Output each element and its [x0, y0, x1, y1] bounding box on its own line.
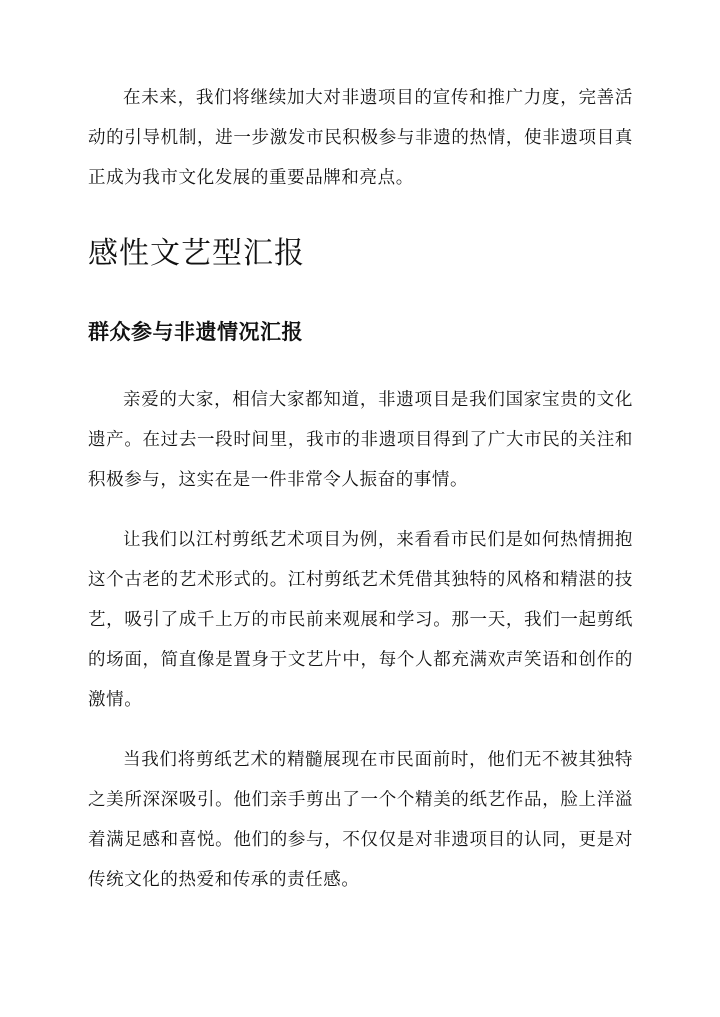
intro-paragraph: 在未来，我们将继续加大对非遗项目的宣传和推广力度，完善活动的引导机制，进一步激发市民积极参与非遗的热情，使非遗项目真正成为我市文化发展的重要品牌和亮点。	[88, 88, 633, 188]
body-paragraph-3: 当我们将剪纸艺术的精髓展现在市民面前时，他们无不被其独特之美所深深吸引。他们亲手剪出了一个个精美的纸艺作品，脸上洋溢着满足感和喜悦。他们的参与，不仅仅是对非遗项目的认同，更是对传统文化的热爱和传承的责任感。	[88, 750, 633, 890]
body-paragraph-2: 让我们以江村剪纸艺术项目为例，来看看市民们是如何热情拥抱这个古老的艺术形式的。江村剪纸艺术凭借其独特的风格和精湛的技艺，吸引了成千上万的市民前来观展和学习。那一天，我们一起剪纸的场面，简直像是置身于文艺片中，每个人都充满欢声笑语和创作的激情。	[88, 530, 633, 710]
section-title: 感性文艺型汇报	[88, 236, 305, 271]
subsection-title: 群众参与非遗情况汇报	[88, 319, 303, 344]
body-paragraph-1: 亲爱的大家，相信大家都知道，非遗项目是我们国家宝贵的文化遗产。在过去一段时间里，我市的非遗项目得到了广大市民的关注和积极参与，这实在是一件非常令人振奋的事情。	[88, 390, 633, 490]
document-page	[88, 78, 633, 900]
